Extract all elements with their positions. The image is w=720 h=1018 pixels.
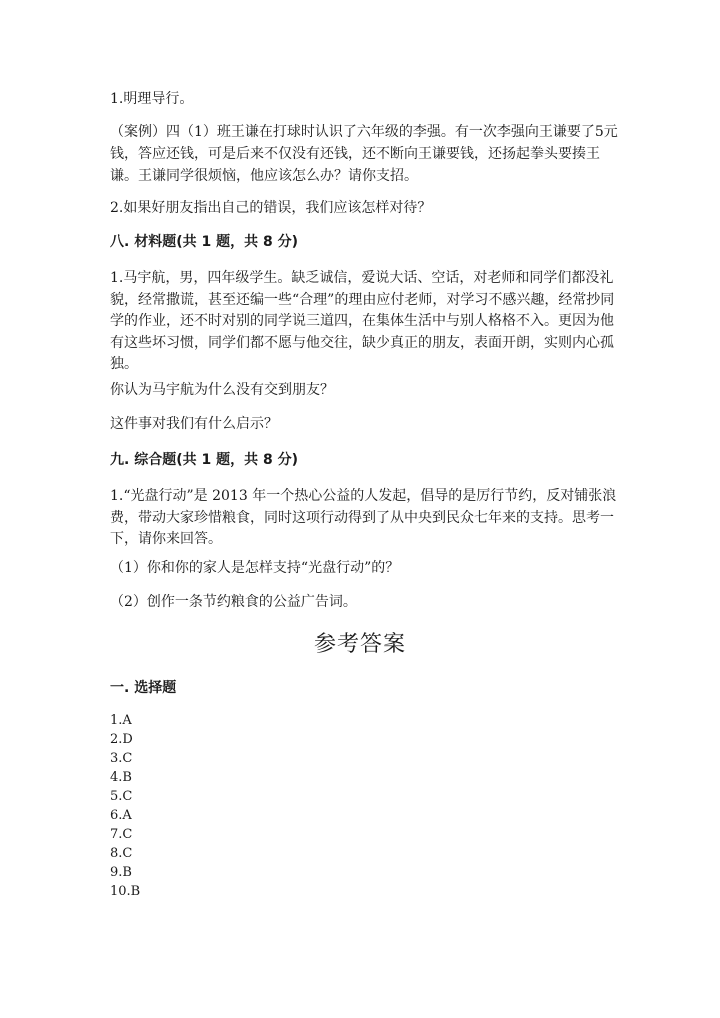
section9-heading: 九. 综合题(共 1 题，共 8 分) (110, 452, 298, 468)
q7-item1-case: （案例）四（1）班王谦在打球时认识了六年级的李强。有一次李强向王谦要了5元钱，答应还钱，可是后来不仅没有还钱，还不断向王谦要钱，还扬起拳头要揍王谦。王谦同学很烦恼，他应该怎么办？请你支招。 (110, 124, 618, 184)
section9-material: 1.“光盘行动”是 2013 年一个热心公益的人发起，倡导的是厉行节约，反对铺张浪费，带动大家珍惜粮食，同时这项行动得到了从中央到民众七年来的支持。思考一下，请你来回答。 (110, 488, 617, 547)
answer-item: 6.A (110, 808, 132, 823)
answer-item: 4.B (110, 770, 132, 785)
section9-sub1: （1）你和你的家人是怎样支持“光盘行动”的？ (110, 560, 400, 576)
answer-list (110, 711, 140, 901)
section8-question2: 这件事对我们有什么启示？ (110, 416, 278, 432)
answer-item: 7.C (110, 827, 133, 842)
section8-material: 1.马宇航，男，四年级学生。缺乏诚信，爱说大话、空话，对老师和同学们都没礼貌，经常撒谎，甚至还编一些“合理”的理由应付老师，对学习不感兴趣，经常抄同学的作业，还不时对别的同学说三道四，在集体生活中与别人格格不入。更因为他有这些坏习惯，同学们都不愿与他交往，缺少真正的朋友，表面开朗，实则内心孤独。 (110, 270, 615, 372)
section8-heading: 八. 材料题(共 1 题，共 8 分) (110, 234, 298, 250)
answer-item: 9.B (110, 865, 132, 880)
answer-item: 3.C (110, 751, 133, 766)
section8-question1: 你认为马宇航为什么没有交到朋友？ (110, 382, 334, 398)
answers-section1-heading: 一. 选择题 (110, 680, 177, 696)
answer-item: 2.D (110, 732, 133, 747)
answer-item: 8.C (110, 846, 133, 861)
section9-sub2: （2）创作一条节约粮食的公益广告词。 (110, 594, 357, 610)
q7-item2: 2.如果好朋友指出自己的错误，我们应该怎样对待？ (110, 200, 432, 216)
answers-title: 参考答案 (313, 632, 406, 657)
q7-item1-title: 1.明理导行。 (110, 91, 194, 107)
answer-item: 5.C (110, 789, 133, 804)
answer-item: 1.A (110, 713, 132, 728)
answer-item: 10.B (110, 884, 141, 899)
